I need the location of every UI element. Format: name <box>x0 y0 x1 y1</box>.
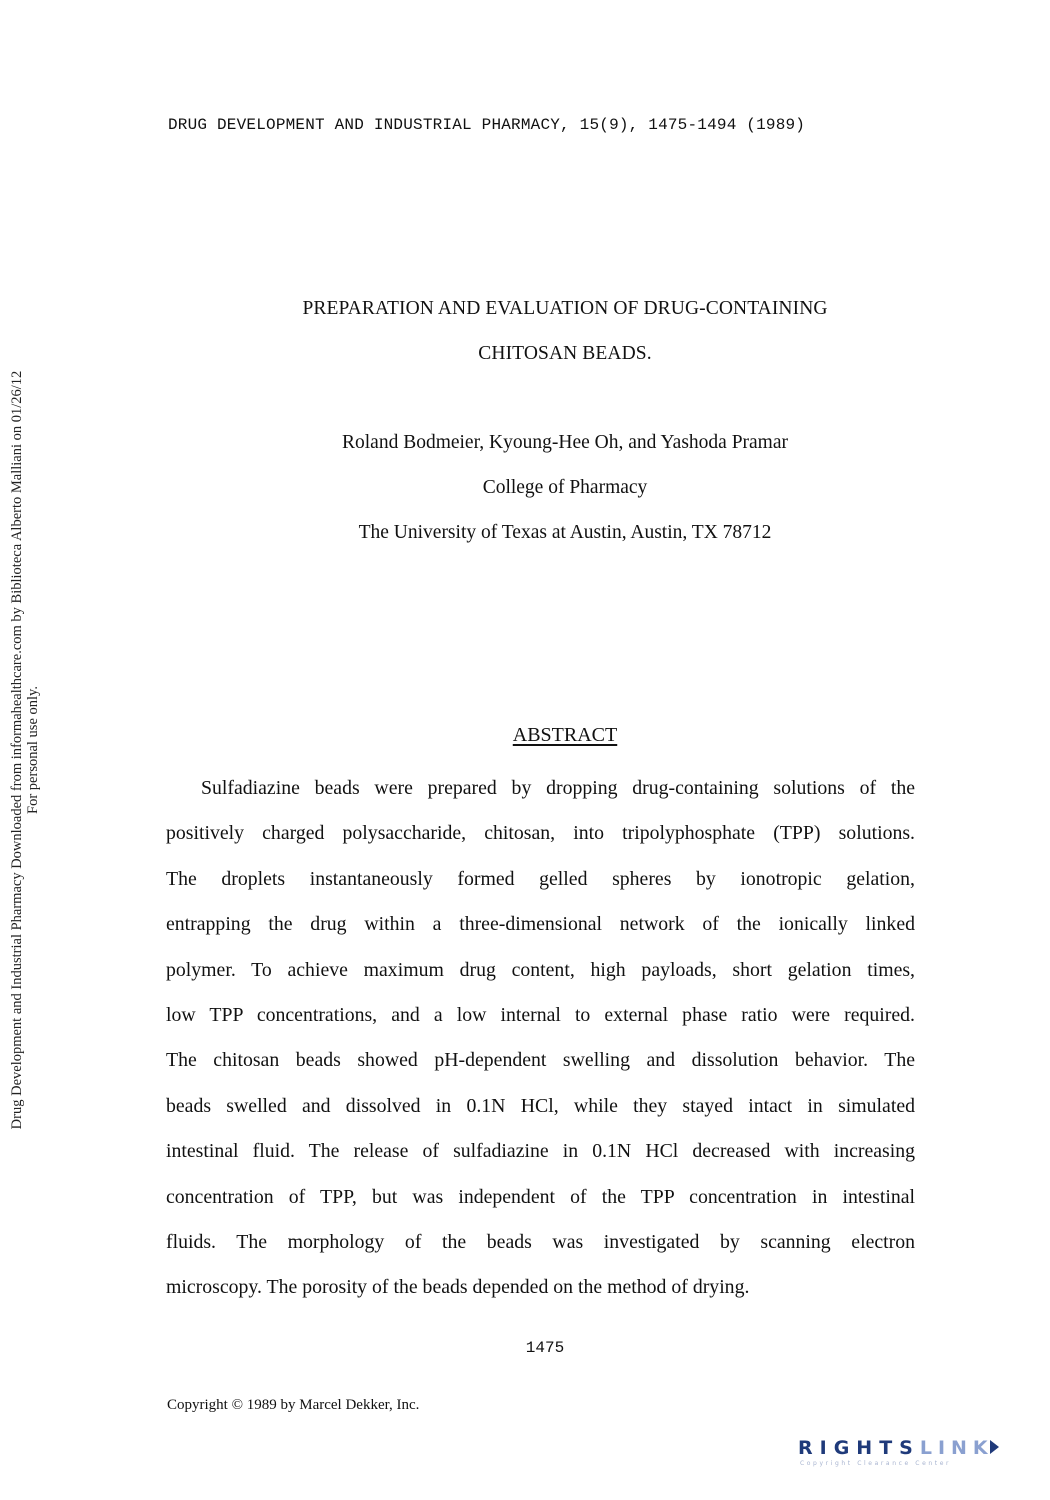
watermark-line-1: Drug Development and Industrial Pharmacy Downloaded from informahealthcare.com by Biblioteca Alberto Malliani on 01/26/12 <box>9 370 25 1130</box>
abstract-body <box>166 766 915 1311</box>
abstract-line: low TPP concentrations, and a low internal to external phase ratio were required. <box>166 1004 915 1027</box>
abstract-line: positively charged polysaccharide, chitosan, into tripolyphosphate (TPP) solutions. <box>166 822 915 845</box>
download-watermark <box>0 310 50 1190</box>
rightslink-wordmark <box>798 1436 1028 1460</box>
logo-text-link: LINK <box>919 1437 994 1459</box>
author-list: Roland Bodmeier, Kyoung-Hee Oh, and Yashoda Pramar <box>341 432 788 453</box>
abstract-line: The droplets instantaneously formed gelled spheres by ionotropic gelation, <box>166 867 915 890</box>
abstract-line: intestinal fluid. The release of sulfadiazine in 0.1N HCl decreased with increasing <box>166 1140 915 1163</box>
affiliation-university: The University of Texas at Austin, Austin, TX 78712 <box>358 522 772 543</box>
abstract-line: Sulfadiazine beads were prepared by dropping drug-containing solutions of the <box>201 777 915 799</box>
abstract-line: entrapping the drug within a three-dimensional network of the ionically linked <box>166 913 915 936</box>
rightslink-logo[interactable] <box>798 1436 1028 1474</box>
arrow-icon <box>990 1440 999 1454</box>
abstract-heading: ABSTRACT <box>512 724 618 746</box>
abstract-line: concentration of TPP, but was independent of the TPP concentration in intestinal <box>166 1185 915 1208</box>
abstract-line: beads swelled and dissolved in 0.1N HCl, while they stayed intact in simulated <box>166 1094 915 1117</box>
journal-header: DRUG DEVELOPMENT AND INDUSTRIAL PHARMACY, 15(9), 1475-1494 (1989) <box>168 116 806 134</box>
watermark-line-2: For personal use only. <box>25 686 41 814</box>
article-title-line-2: CHITOSAN BEADS. <box>478 343 652 364</box>
affiliation-college: College of Pharmacy <box>482 477 648 498</box>
logo-text-rights: RIGHTS <box>798 1437 920 1459</box>
article-title-line-1: PREPARATION AND EVALUATION OF DRUG-CONTAINING <box>302 298 828 319</box>
abstract-line: polymer. To achieve maximum drug content, high payloads, short gelation times, <box>166 958 915 981</box>
abstract-line: The chitosan beads showed pH-dependent swelling and dissolution behavior. The <box>166 1049 915 1072</box>
page-number: 1475 <box>525 1339 565 1357</box>
logo-tagline: Copyright Clearance Center <box>800 1460 952 1467</box>
copyright-notice: Copyright © 1989 by Marcel Dekker, Inc. <box>167 1397 420 1413</box>
abstract-line: fluids. The morphology of the beads was investigated by scanning electron <box>166 1231 915 1254</box>
abstract-line: microscopy. The porosity of the beads depended on the method of drying. <box>166 1276 750 1299</box>
